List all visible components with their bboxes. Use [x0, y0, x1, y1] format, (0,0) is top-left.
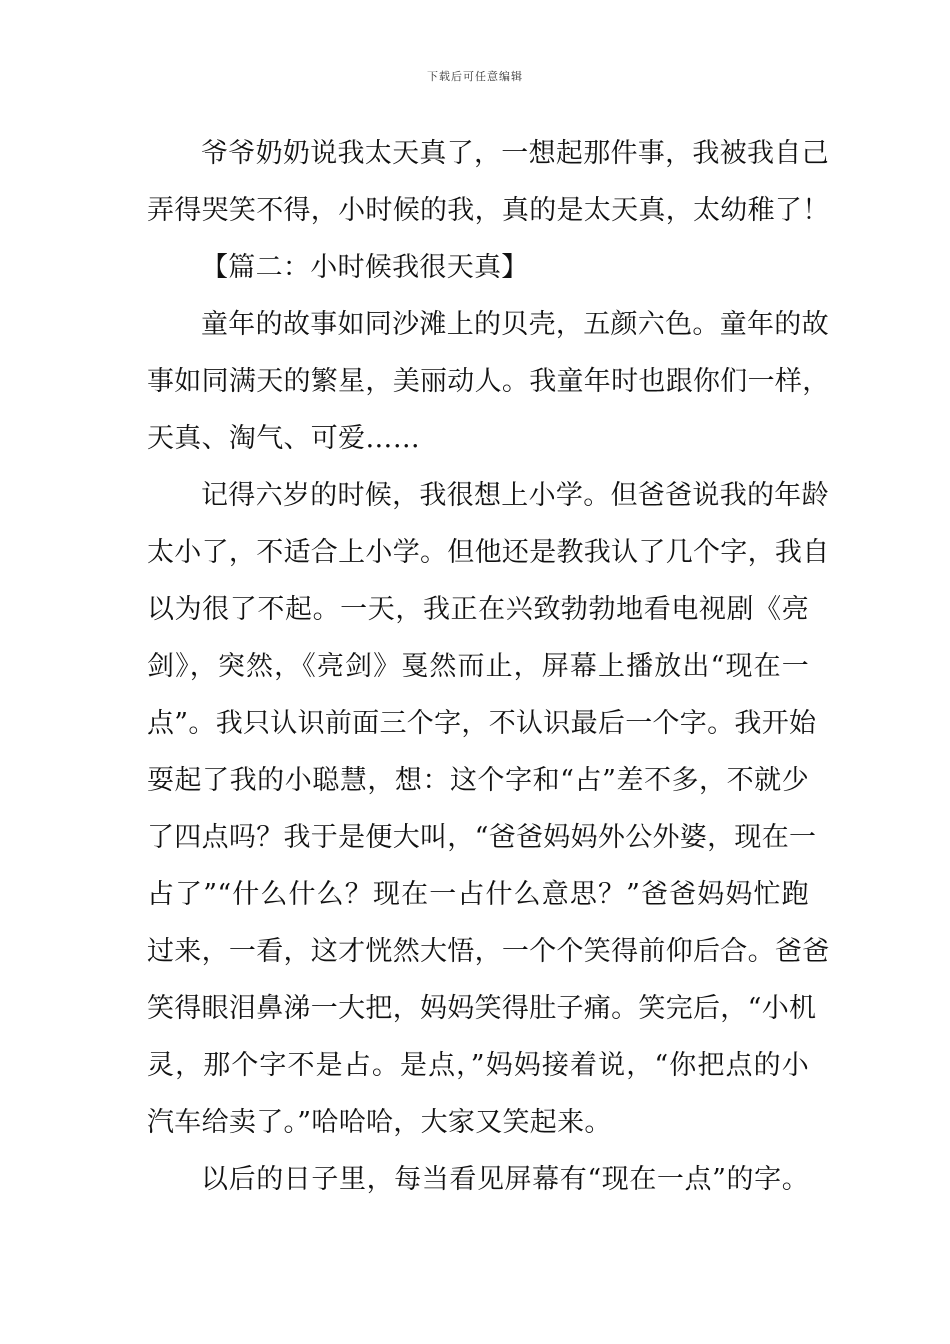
text-line: 太小了，不适合上小学。但他还是教我认了几个字，我自: [147, 537, 830, 568]
text-line: 笑得眼泪鼻涕一大把，妈妈笑得肚子痛。笑完后，“小机: [147, 993, 817, 1024]
text-line: 过来，一看，这才恍然大悟，一个个笑得前仰后合。爸爸: [147, 936, 830, 967]
text-line: 弄得哭笑不得，小时候的我，真的是太天真，太幼稚了！: [147, 195, 830, 226]
text-line: 点”。我只认识前面三个字，不认识最后一个字。我开始: [147, 708, 817, 739]
text-line: 记得六岁的时候，我很想上小学。但爸爸说我的年龄: [201, 480, 829, 511]
text-line: 童年的故事如同沙滩上的贝壳，五颜六色。童年的故: [201, 309, 829, 340]
text-line: 灵，那个字不是占。是点，”妈妈接着说，“你把点的小: [147, 1050, 809, 1081]
text-line: 了四点吗？我于是便大叫，“爸爸妈妈外公外婆，现在一: [147, 822, 817, 853]
text-line: 爷爷奶奶说我太天真了，一想起那件事，我被我自己: [201, 138, 829, 169]
header-note: 下载后可任意编辑: [427, 70, 523, 83]
text-line: 剑》，突然，《亮剑》戛然而止，屏幕上播放出“现在一: [147, 651, 809, 682]
section-heading: 【篇二：小时候我很天真】: [201, 252, 529, 283]
text-line: 以为很了不起。一天，我正在兴致勃勃地看电视剧《亮: [147, 594, 809, 625]
text-line: 耍起了我的小聪慧，想：这个字和“占”差不多，不就少: [147, 765, 809, 796]
text-line: 占了”“什么什么？现在一占什么意思？”爸爸妈妈忙跑: [147, 879, 809, 910]
text-line: 汽车给卖了。”哈哈哈，大家又笑起来。: [147, 1107, 612, 1138]
text-line: 以后的日子里，每当看见屏幕有“现在一点”的字。: [201, 1164, 809, 1195]
text-line: 天真、淘气、可爱……: [147, 423, 420, 454]
text-line: 事如同满天的繁星，美丽动人。我童年时也跟你们一样，: [147, 366, 830, 397]
body-text: [147, 125, 830, 1208]
